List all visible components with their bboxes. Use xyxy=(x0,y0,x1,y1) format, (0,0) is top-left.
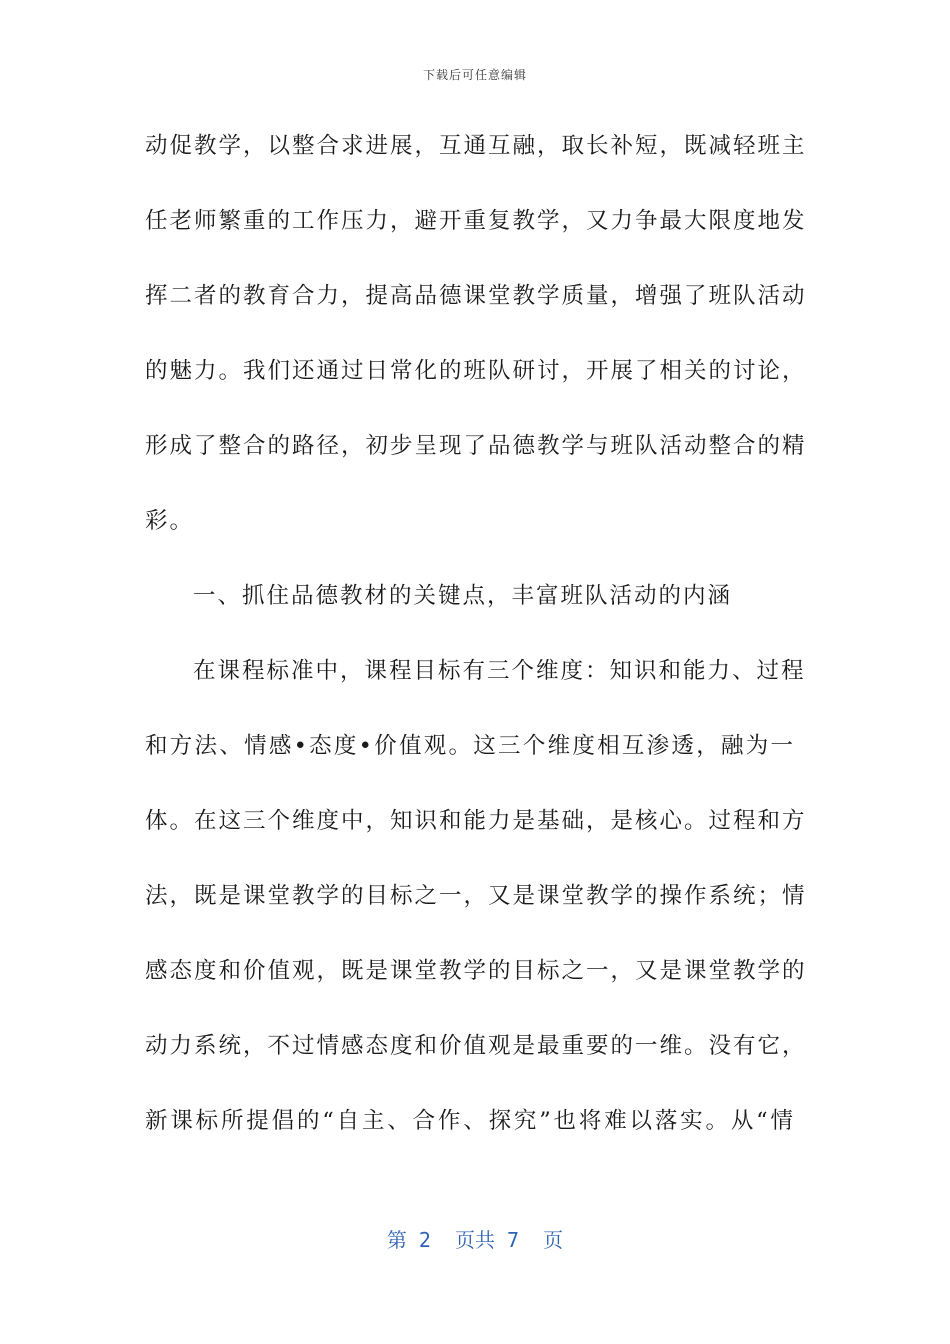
section-heading: 一、抓住品德教材的关键点，丰富班队活动的内涵 xyxy=(193,583,733,609)
text-line: 法，既是课堂教学的目标之一，又是课堂教学的操作系统；情 xyxy=(145,883,807,909)
text-line: 感态度和价值观，既是课堂教学的目标之一，又是课堂教学的 xyxy=(145,958,807,984)
text-line: 在课程标准中，课程目标有三个维度：知识和能力、过程 xyxy=(193,658,806,684)
text-line: 新课标所提倡的“自主、合作、探究”也将难以落实。从“情 xyxy=(145,1108,795,1134)
page-number-footer: 第 2 页共 7 页 xyxy=(386,1228,564,1252)
text-line: 挥二者的教育合力，提高品德课堂教学质量，增强了班队活动 xyxy=(145,283,807,309)
text-line: 动力系统，不过情感态度和价值观是最重要的一维。没有它， xyxy=(145,1033,807,1059)
text-line: 形成了整合的路径，初步呈现了品德教学与班队活动整合的精 xyxy=(145,433,807,459)
text-line: 彩。 xyxy=(145,508,195,534)
document-body xyxy=(145,120,807,1170)
text-line: 动促教学，以整合求进展，互通互融，取长补短，既减轻班主 xyxy=(145,133,807,159)
text-line: 体。在这三个维度中，知识和能力是基础，是核心。过程和方 xyxy=(145,808,807,834)
text-line: 任老师繁重的工作压力，避开重复教学，又力争最大限度地发 xyxy=(145,208,807,234)
text-line: 的魅力。我们还通过日常化的班队研讨，开展了相关的讨论， xyxy=(145,358,807,384)
text-line: 和方法、情感•态度•价值观。这三个维度相互渗透，融为一 xyxy=(145,733,795,759)
page-header: 下载后可任意编辑 xyxy=(422,68,527,82)
